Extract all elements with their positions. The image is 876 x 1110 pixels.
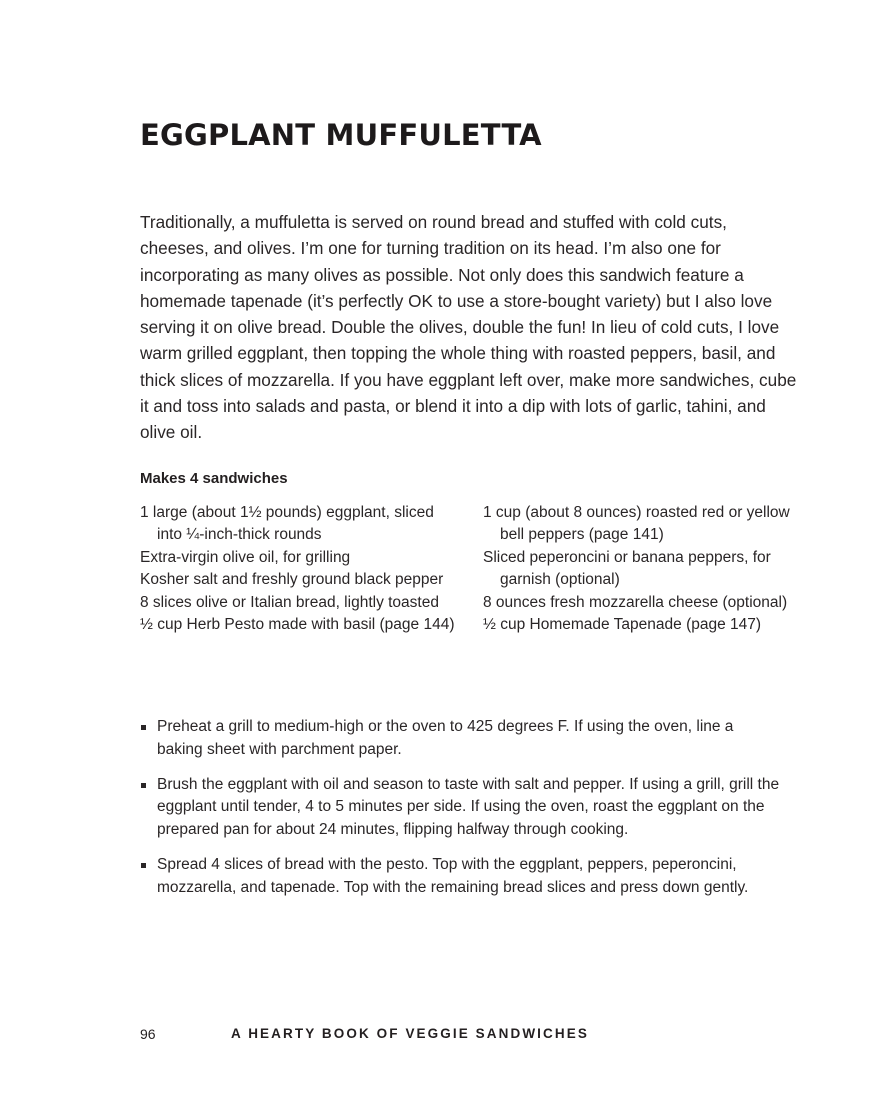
- step-text: Brush the eggplant with oil and season to taste with salt and pepper. If using a grill, grill the eggplant until tender, 4 to 5 minutes per side. If using the oven, roast the eggplant on the prepared pan for about 24 minutes, flipping halfway through cooking.: [157, 775, 780, 838]
- ingredient-item: 8 ounces fresh mozzarella cheese (optional): [483, 593, 788, 611]
- step-text: Preheat a grill to medium-high or the oven to 425 degrees F. If using the oven, line a baking sheet with parchment paper.: [157, 718, 734, 758]
- ingredient-item: ½ cup Herb Pesto made with basil (page 144): [140, 616, 455, 634]
- ingredients-left-column: [140, 502, 460, 636]
- running-book-title: A HEARTY BOOK OF VEGGIE SANDWICHES: [231, 1026, 589, 1041]
- page-number: 96: [140, 1026, 156, 1042]
- ingredients-right-column: [483, 502, 813, 636]
- ingredient-item: Extra-virgin olive oil, for grilling: [140, 548, 351, 566]
- step-item: [140, 774, 780, 842]
- recipe-title: EGGPLANT MUFFULETTA: [140, 118, 542, 152]
- ingredient-item: Sliced peperoncini or banana peppers, for garnish (optional): [483, 548, 771, 589]
- square-bullet-icon: [141, 725, 146, 730]
- recipe-yield: Makes 4 sandwiches: [140, 470, 288, 487]
- page-footer: [140, 1026, 740, 1046]
- ingredient-item: Kosher salt and freshly ground black pepper: [140, 571, 444, 589]
- step-item: [140, 854, 780, 899]
- ingredient-item: 8 slices olive or Italian bread, lightly toasted: [140, 593, 439, 611]
- square-bullet-icon: [141, 863, 146, 868]
- square-bullet-icon: [141, 783, 146, 788]
- step-text: Spread 4 slices of bread with the pesto. Top with the eggplant, peppers, peperoncini, mozzarella, and tapenade. Top with the remaining bread slices and press down gently.: [157, 855, 749, 896]
- ingredient-item: 1 cup (about 8 ounces) roasted red or yellow bell peppers (page 141): [483, 504, 790, 544]
- step-item: [140, 716, 780, 761]
- ingredient-item: 1 large (about 1½ pounds) eggplant, sliced into ¼-inch-thick rounds: [140, 504, 434, 544]
- ingredient-item: ½ cup Homemade Tapenade (page 147): [483, 616, 762, 634]
- recipe-intro: Traditionally, a muffuletta is served on round bread and stuffed with cold cuts, cheeses, and olives. I’m one for turning tradition on its head. I’m also one for incorporating as many olives as possible. Not only does this sandwich feature a homemade tapenade (it’s perfectly OK to use a store-bought variety) but I also love serving it on olive bread. Double the olives, double the fun! In lieu of cold cuts, I love warm grilled eggplant, then topping the whole thing with roasted peppers, basil, and thick slices of mozzarella. If you have eggplant left over, make more sandwiches, cube it and toss into salads and pasta, or blend it into a dip with lots of garlic, tahini, and olive oil.: [140, 212, 797, 443]
- recipe-steps: [140, 716, 780, 912]
